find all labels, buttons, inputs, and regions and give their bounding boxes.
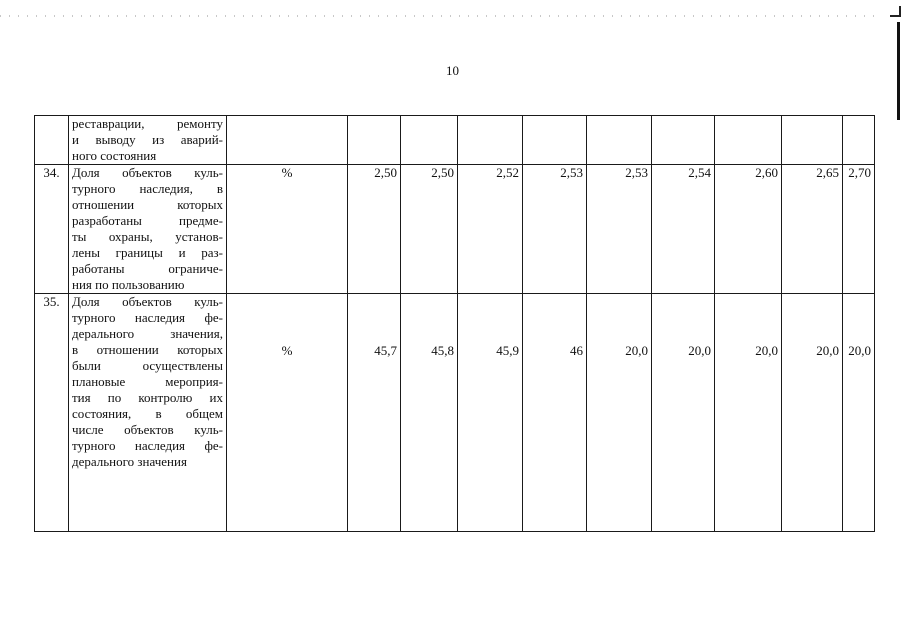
page-number: 10: [446, 63, 459, 78]
description-line: дерального значения: [72, 454, 187, 469]
value-cell: 45,7: [348, 294, 401, 532]
value-cell: [348, 116, 401, 165]
indicator-description: [69, 116, 227, 165]
description-line: работаны ограниче-: [72, 261, 223, 276]
row-number: 34.: [35, 165, 69, 294]
description-line: и выводу из аварий-: [72, 132, 223, 147]
value-cell: 20,0: [587, 294, 652, 532]
value-cell: 2,50: [348, 165, 401, 294]
value-cell: 2,53: [523, 165, 587, 294]
table-row: [35, 165, 875, 294]
description-line: турного наследия, в: [72, 181, 223, 196]
value-cell: 2,53: [587, 165, 652, 294]
description-line: дерального значения,: [72, 326, 223, 341]
value-cell: 2,54: [652, 165, 715, 294]
value-cell: [458, 116, 523, 165]
description-line: Доля объектов куль-: [72, 165, 223, 180]
description-line: Доля объектов куль-: [72, 294, 223, 309]
value-cell: 20,0: [843, 294, 875, 532]
table-row: [35, 294, 875, 532]
value-cell: 45,8: [401, 294, 458, 532]
value-cell: 45,9: [458, 294, 523, 532]
description-line: тия по контролю их: [72, 390, 223, 405]
value-cell: 2,70: [843, 165, 875, 294]
description-line: в отношении которых: [72, 342, 223, 357]
description-line: состояния, в общем: [72, 406, 223, 421]
value-cell: [523, 116, 587, 165]
value-cell: [715, 116, 782, 165]
description-line: ного состояния: [72, 148, 157, 163]
unit-cell: %: [227, 294, 348, 532]
value-cell: [782, 116, 843, 165]
unit-cell: [227, 116, 348, 165]
description-line: отношении которых: [72, 197, 223, 212]
description-line: разработаны предме-: [72, 213, 223, 228]
value-cell: 46: [523, 294, 587, 532]
value-cell: 2,50: [401, 165, 458, 294]
value-cell: [843, 116, 875, 165]
value-cell: [587, 116, 652, 165]
value-cell: 20,0: [715, 294, 782, 532]
value-cell: 20,0: [782, 294, 843, 532]
description-line: турного наследия фе-: [72, 310, 223, 325]
value-cell: 2,65: [782, 165, 843, 294]
description-line: реставрации, ремонту: [72, 116, 223, 131]
table-row: [35, 116, 875, 165]
description-line: ния по пользованию: [72, 277, 185, 292]
indicators-table: [34, 115, 875, 532]
scan-artifact-dots: [0, 15, 880, 17]
description-line: турного наследия фе-: [72, 438, 223, 453]
value-cell: 2,52: [458, 165, 523, 294]
value-cell: [652, 116, 715, 165]
value-cell: 20,0: [652, 294, 715, 532]
description-line: плановые мероприя-: [72, 374, 223, 389]
row-number: [35, 116, 69, 165]
row-number: 35.: [35, 294, 69, 532]
description-line: ты охраны, установ-: [72, 229, 223, 244]
scan-artifact-corner: [890, 6, 901, 17]
value-cell: [401, 116, 458, 165]
indicator-description: [69, 165, 227, 294]
description-line: были осуществлены: [72, 358, 223, 373]
value-cell: 2,60: [715, 165, 782, 294]
unit-cell: %: [227, 165, 348, 294]
indicator-description: [69, 294, 227, 532]
description-line: лены границы и раз-: [72, 245, 223, 260]
description-line: числе объектов куль-: [72, 422, 223, 437]
